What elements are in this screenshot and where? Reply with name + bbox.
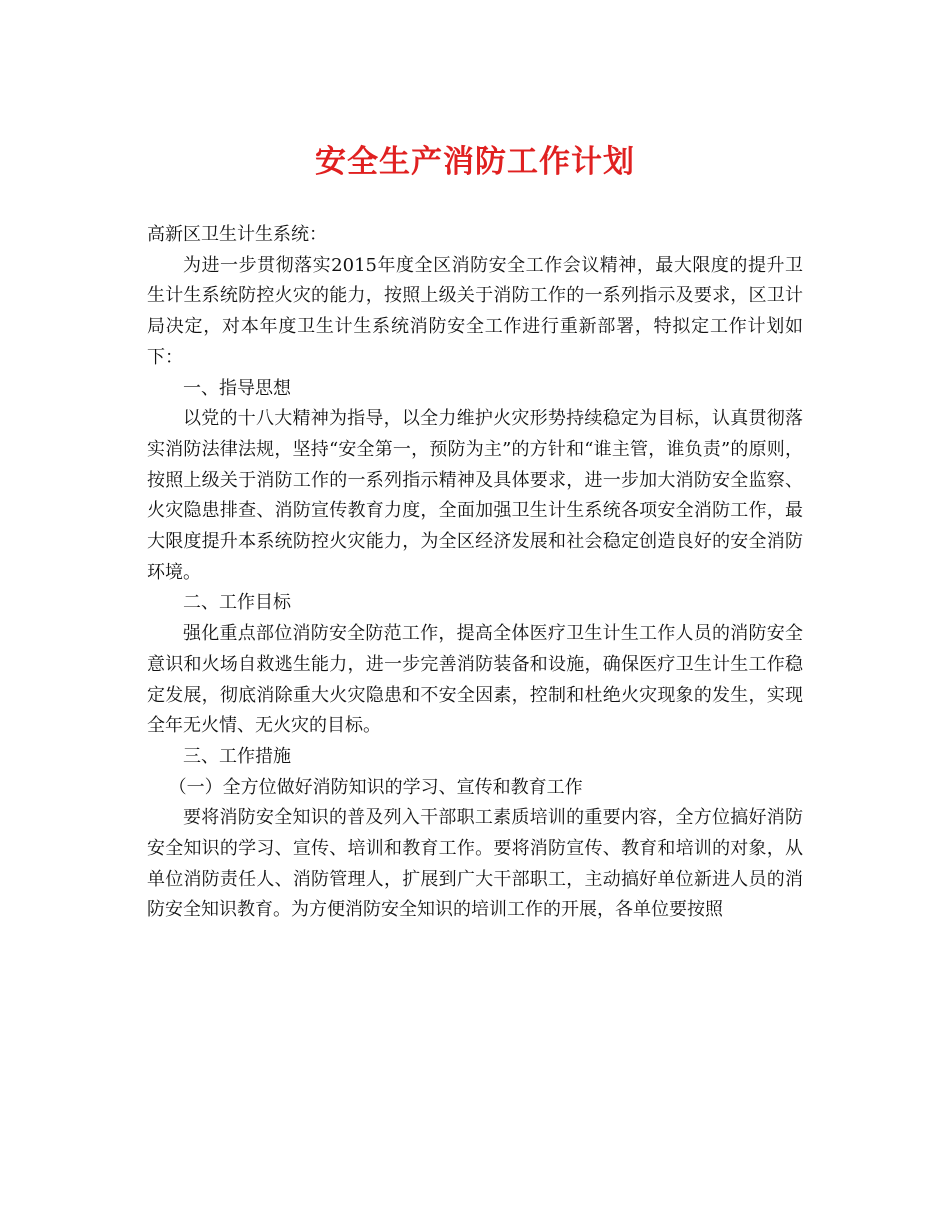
salutation: 高新区卫生计生系统： [147, 224, 327, 245]
document-body [147, 220, 803, 926]
document-title: 安全生产消防工作计划 [315, 144, 635, 180]
education-paragraph: 要将消防安全知识的普及列入干部职工素质培训的重要内容，全方位搞好消防安全知识的学习、宣传、培训和教育工作。要将消防宣传、教育和培训的对象，从单位消防责任人、消防管理人，扩展到广大干部职工，主动搞好单位新进人员的消防安全知识教育。为方便消防安全知识的培训工作的开展，各单位要按照 [147, 807, 803, 921]
subsection-heading-education: （一）全方位做好消防知识的学习、宣传和教育工作 [168, 776, 583, 798]
section-heading-work-measures: 三、工作措施 [183, 745, 291, 767]
guiding-ideology-paragraph: 以党的十八大精神为指导，以全力维护火灾形势持续稳定为目标，认真贯彻落实消防法律法规，坚持“安全第一，预防为主”的方针和“谁主管，谁负责”的原则，按照上级关于消防工作的一系列指示精神及具体要求，进一步加大消防安全监察、火灾隐患排查、消防宣传教育力度，全面加强卫生计生系统各项安全消防工作，最大限度提升本系统防控火灾能力，为全区经济发展和社会稳定创造良好的安全消防环境。 [147, 408, 803, 583]
work-goals-paragraph: 强化重点部位消防安全防范工作，提高全体医疗卫生计生工作人员的消防安全意识和火场自救逃生能力，进一步完善消防装备和设施，确保医疗卫生计生工作稳定发展，彻底消除重大火灾隐患和不安全因素，控制和杜绝火灾现象的发生，实现全年无火情、无火灾的目标。 [147, 623, 803, 737]
intro-paragraph: 为进一步贯彻落实2015年度全区消防安全工作会议精神，最大限度的提升卫生计生系统防控火灾的能力，按照上级关于消防工作的一系列指示及要求，区卫计局决定，对本年度卫生计生系统消防安全工作进行重新部署，特拟定工作计划如下： [147, 254, 803, 368]
section-heading-work-goals: 二、工作目标 [183, 592, 291, 614]
section-heading-guiding-ideology: 一、指导思想 [183, 377, 291, 399]
